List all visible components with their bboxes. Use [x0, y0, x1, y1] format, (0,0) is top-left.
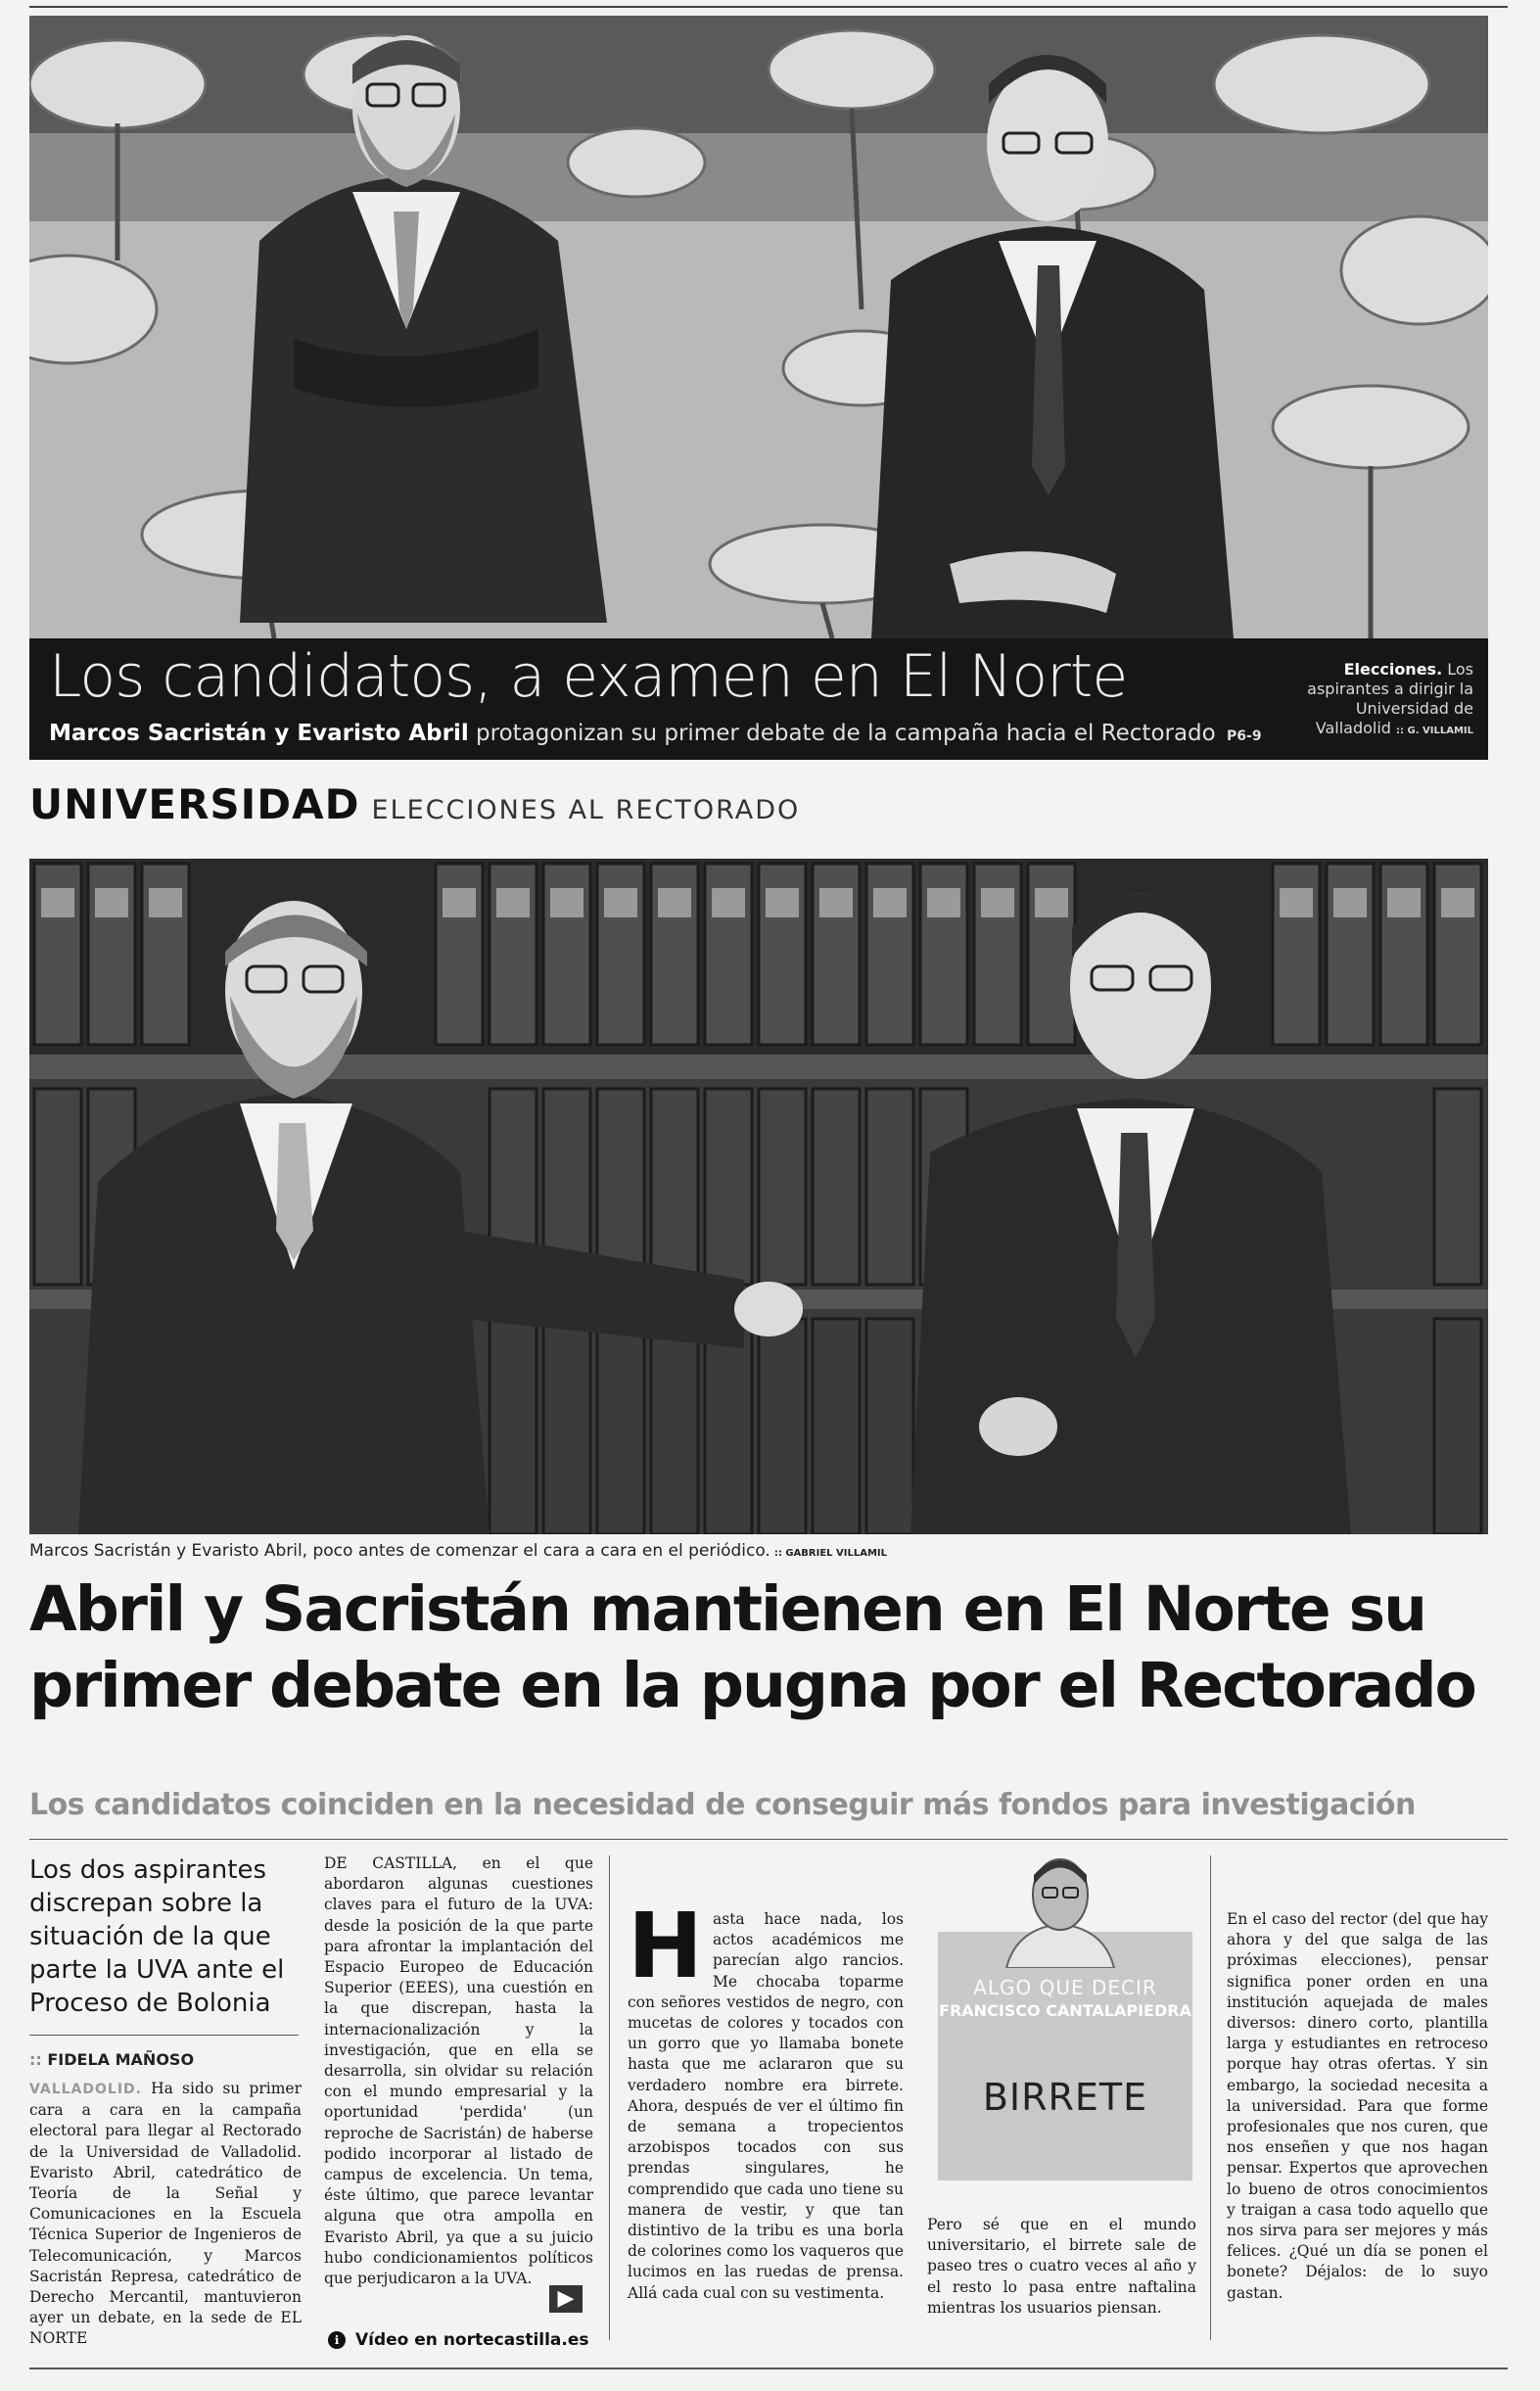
article-subheadline: Los candidatos coinciden en la necesidad de conseguir más fondos para investigación	[29, 1788, 1416, 1822]
opinion-column-2: En el caso del rector (del que hay ahora y del que salga de las próximas elecciones), pensar significa poner orden en una institución aquejada de males diversos: dinero corto, plantilla larga y estudiantes en retroceso porque hay otras ofertas. Y sin embargo, la sociedad necesita a la universidad. Para que forme profesionales que nos curen, que nos enseñen y que nos hagan pensar. Expertos que aprovechen lo bueno de otros conocimientos y traigan a casa todo aquello que nos sirva para ser mejores y más felices. ¿Qué un día se ponen el bonete? Déjalos: de lo suyo gastan.	[1227, 1910, 1488, 2302]
bottom-rule	[29, 2368, 1508, 2369]
opinion-header-box	[938, 1932, 1192, 2180]
hero-caption-text: Los aspirantes a dirigir la Universidad de Valladolid	[1307, 660, 1473, 737]
article-column-1-text: Ha sido su primer cara a cara en la campaña electoral para llegar al Rectorado de la Universidad de Valladolid. Evaristo Abril, catedrático de Teoría de la Señal y Comunicaciones en la Escuela Técnica Superior de Ingenieros de Telecomunicación, y Marcos Sacristán Represa, catedrático de Derecho Mercantil, mantuvieron ayer un debate, en la sede de EL NORTE	[29, 2080, 302, 2348]
hero-photo-illustration	[29, 16, 1488, 638]
lede-rule	[29, 2035, 299, 2036]
hero-page-ref: P6-9	[1227, 728, 1262, 744]
hero-title: Los candidatos, a examen en El Norte	[49, 642, 1128, 711]
article-lede: Los dos aspirantes discrepan sobre la situación de la que parte la UVA ante el Proceso de Bolonia	[29, 1855, 285, 2018]
columnist-portrait	[997, 1851, 1124, 1968]
byline-author: FIDELA MAÑOSO	[47, 2050, 195, 2069]
dropcap: H	[628, 1894, 703, 1998]
opinion-section-label: ALGO QUE DECIR	[973, 1976, 1157, 1999]
article-dateline: VALLADOLID.	[29, 2082, 142, 2097]
opinion-under-box-text: Pero sé que en el mundo universitario, el birrete sale de paseo tres o cuatro veces al año y el resto lo pasa entre naftalina mientras los usuarios piensan.	[927, 2216, 1196, 2317]
hero-caption-band	[29, 638, 1488, 760]
opinion-title: BIRRETE	[982, 2076, 1148, 2119]
column-divider	[1210, 1855, 1211, 2340]
article-column-2-text: DE CASTILLA, en el que abordaron algunas cuestiones claves para el futuro de la UVA: desde la posición de la que parte para afrontar la implantación del Espacio Europeo de Educación Superior (EEES), una cuestión en la que discrepan, hasta la internacionalización y la investigación, que en ella se desarrolla, sin olvidar su relación con el mundo empresarial y la oportunidad 'perdida' (un reproche de Sacristán) de haberse podido incorporar al listado de campus de excelencia. Un tema, éste último, que parece levantar alguna que otra ampolla en Evaristo Abril, ya que a su juicio hubo condicionamientos políticos que perjudicaron a la UVA.	[324, 1854, 593, 2288]
video-link[interactable]	[328, 2330, 589, 2350]
hero-subtitle-text: protagonizan su primer debate de la campaña hacia el Rectorado	[468, 721, 1216, 746]
section-subname: ELECCIONES AL RECTORADO	[371, 795, 801, 825]
hero-subtitle-names: Marcos Sacristán y Evaristo Abril	[49, 721, 469, 746]
top-rule	[29, 6, 1508, 8]
article-headline: Abril y Sacristán mantienen en El Norte su primer debate en la pugna por el Rectorado	[29, 1573, 1475, 1721]
article-column-2	[324, 1853, 593, 2289]
article-byline	[29, 2050, 194, 2069]
info-icon: ℹ	[328, 2331, 346, 2349]
opinion-column-1-text: asta hace nada, los actos académicos me parecían algo rancios. Me chocaba toparme con señores vestidos de negro, con mucetas de colores y tocados con un gorro que yo llamaba bonete hasta que me aclararon que su verdadero nombre era birrete. Ahora, después de ver el último fin de semana a tropecientos arzobispos tocados con sus prendas singulares, he comprendido que cada uno tiene su manera de vestir, y que tan distintivo de la tribu es una borla de colorines como los vaqueros que lucimos en las ruedas de prensa. Allá cada cual con su vestimenta.	[628, 1910, 904, 2302]
library-photo-illustration	[29, 859, 1488, 1534]
photo-caption-text: Marcos Sacristán y Evaristo Abril, poco antes de comenzar el cara a cara en el periódico.	[29, 1541, 770, 1561]
hero-caption-label: Elecciones.	[1343, 660, 1443, 679]
continue-arrow-icon: ▶	[549, 2285, 583, 2313]
column-divider	[609, 1855, 610, 2340]
candidates-photo	[29, 859, 1488, 1534]
hero-subtitle	[49, 721, 1262, 746]
photo-credit: :: GABRIEL VILLAMIL	[773, 1548, 887, 1559]
hero-photo	[29, 16, 1488, 760]
hero-photo-credit: :: G. VILLAMIL	[1396, 726, 1473, 736]
photo-caption	[29, 1541, 887, 1561]
subhead-rule	[29, 1839, 1508, 1840]
hero-photo-caption	[1278, 660, 1473, 741]
section-header	[29, 780, 800, 828]
opinion-author: FRANCISCO CANTALAPIEDRA	[939, 2001, 1191, 2020]
opinion-column-1	[628, 1894, 904, 2304]
article-column-1	[29, 2079, 302, 2350]
video-link-text: Vídeo en nortecastilla.es	[355, 2330, 589, 2350]
byline-prefix: ::	[29, 2050, 42, 2069]
section-name: UNIVERSIDAD	[29, 780, 360, 828]
